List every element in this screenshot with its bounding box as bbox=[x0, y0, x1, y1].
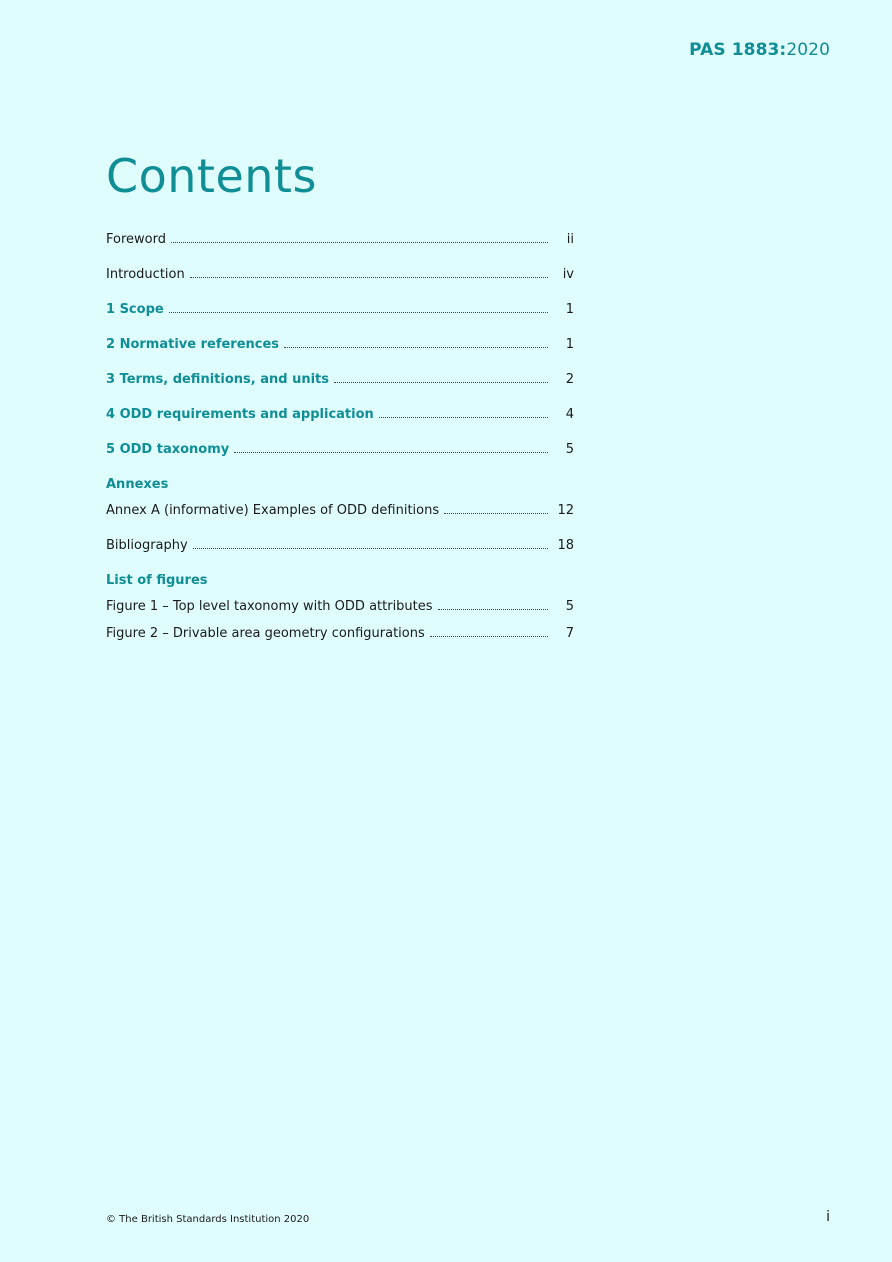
dot-leader bbox=[379, 417, 548, 418]
dot-leader bbox=[169, 312, 548, 313]
toc-entry-page: 1 bbox=[565, 302, 574, 317]
table-of-contents bbox=[106, 230, 574, 643]
toc-entry-page: 1 bbox=[565, 337, 574, 352]
toc-entry-page: 18 bbox=[557, 538, 574, 553]
annexes-heading: Annexes bbox=[106, 477, 169, 492]
document-code-bold: PAS 1883: bbox=[689, 40, 787, 60]
dot-leader bbox=[284, 347, 548, 348]
toc-entry-odd-taxonomy[interactable] bbox=[106, 440, 574, 459]
toc-entry-annex-a[interactable] bbox=[106, 501, 574, 520]
document-code bbox=[689, 40, 830, 60]
dot-leader bbox=[190, 277, 548, 278]
dot-leader bbox=[444, 513, 548, 514]
toc-entry-terms-definitions[interactable] bbox=[106, 370, 574, 389]
toc-entry-label: 1 Scope bbox=[106, 302, 164, 317]
toc-entry-page: 12 bbox=[557, 503, 574, 518]
toc-entry-page: 7 bbox=[565, 626, 574, 641]
toc-entry-label: Figure 2 – Drivable area geometry configurations bbox=[106, 626, 425, 641]
dot-leader bbox=[334, 382, 548, 383]
dot-leader bbox=[438, 609, 548, 610]
toc-entry-label: 5 ODD taxonomy bbox=[106, 442, 230, 457]
toc-entry-label: Figure 1 – Top level taxonomy with ODD attributes bbox=[106, 599, 433, 614]
document-year: 2020 bbox=[786, 40, 830, 60]
toc-entry-label: Foreword bbox=[106, 232, 166, 247]
toc-entry-label: 3 Terms, definitions, and units bbox=[106, 372, 329, 387]
toc-entry-bibliography[interactable] bbox=[106, 536, 574, 555]
toc-entry-page: 5 bbox=[565, 599, 574, 614]
toc-entry-page: ii bbox=[566, 232, 574, 247]
dot-leader bbox=[234, 452, 548, 453]
toc-entry-page: iv bbox=[562, 267, 574, 282]
toc-entry-label: Introduction bbox=[106, 267, 185, 282]
toc-entry-figure-2[interactable] bbox=[106, 624, 574, 643]
toc-entry-label: Bibliography bbox=[106, 538, 188, 553]
toc-entry-introduction[interactable] bbox=[106, 265, 574, 284]
page-number: i bbox=[826, 1209, 830, 1225]
toc-entry-page: 4 bbox=[565, 407, 574, 422]
toc-entry-scope[interactable] bbox=[106, 300, 574, 319]
dot-leader bbox=[193, 548, 548, 549]
toc-entry-odd-requirements[interactable] bbox=[106, 405, 574, 424]
toc-entry-figure-1[interactable] bbox=[106, 597, 574, 616]
toc-entry-label: 2 Normative references bbox=[106, 337, 280, 352]
toc-entry-page: 5 bbox=[565, 442, 574, 457]
dot-leader bbox=[171, 242, 548, 243]
figures-heading: List of figures bbox=[106, 573, 208, 588]
page-title: Contents bbox=[106, 148, 317, 203]
toc-entry-normative-references[interactable] bbox=[106, 335, 574, 354]
toc-entry-label: 4 ODD requirements and application bbox=[106, 407, 374, 422]
toc-entry-label: Annex A (informative) Examples of ODD definitions bbox=[106, 503, 440, 518]
dot-leader bbox=[430, 636, 548, 637]
toc-entry-foreword[interactable] bbox=[106, 230, 574, 249]
copyright-notice: © The British Standards Institution 2020 bbox=[106, 1214, 310, 1225]
toc-entry-page: 2 bbox=[565, 372, 574, 387]
